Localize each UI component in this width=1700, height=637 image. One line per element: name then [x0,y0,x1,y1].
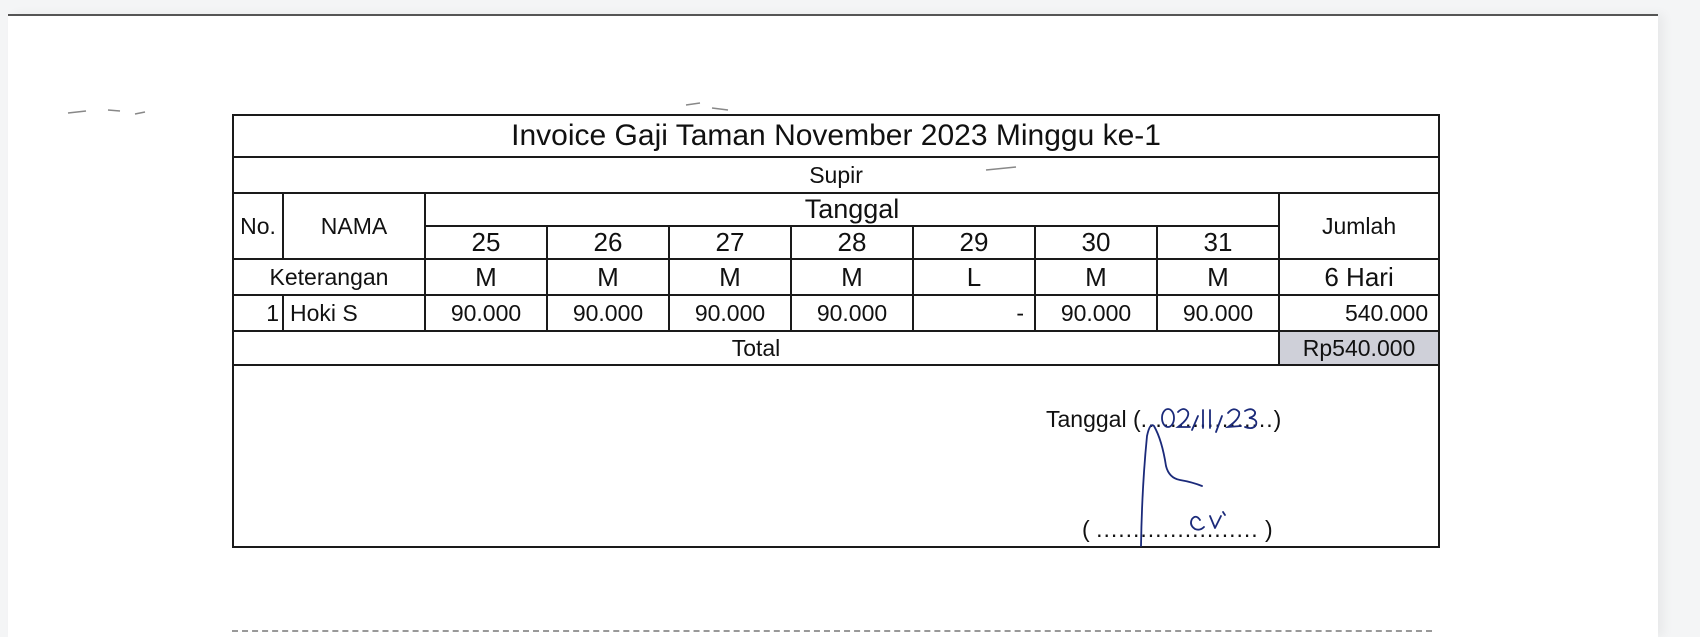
header-nama: NAMA [283,193,425,259]
row-number: 1 [234,295,283,331]
keterangan-code: L [913,259,1035,295]
total-label: Total [234,331,1279,365]
keterangan-code: M [425,259,547,295]
wage-cell: 90.000 [669,295,791,331]
row-jumlah: 540.000 [1279,295,1438,331]
role-label: Supir [234,157,1438,193]
table-row [234,295,1438,331]
row-name: Hoki S [283,295,425,331]
invoice-grid [234,116,1438,366]
signature-area [234,366,1438,542]
name-close: ) [1265,516,1273,542]
keterangan-label: Keterangan [234,259,425,295]
date-cell: 31 [1157,226,1279,259]
date-suffix: ) [1273,406,1282,432]
keterangan-total: 6 Hari [1279,259,1438,295]
header-no: No. [234,193,283,259]
total-value: Rp540.000 [1279,331,1438,365]
wage-cell: 90.000 [425,295,547,331]
invoice-table [232,114,1440,548]
date-cell: 27 [669,226,791,259]
keterangan-code: M [791,259,913,295]
invoice-title: Invoice Gaji Taman November 2023 Minggu ke-1 [234,116,1438,157]
signature-name-line [1082,516,1273,543]
wage-cell: 90.000 [1157,295,1279,331]
name-open: ( [1082,516,1090,542]
keterangan-code: M [547,259,669,295]
wage-cell: 90.000 [547,295,669,331]
date-cell: 26 [547,226,669,259]
date-prefix: Tanggal ( [1046,406,1141,432]
header-tanggal: Tanggal [425,193,1279,226]
keterangan-code: M [669,259,791,295]
date-cell: 29 [913,226,1035,259]
wage-cell: - [913,295,1035,331]
date-dots: .................. [1140,406,1274,432]
page-edge-rule [232,630,1432,632]
date-cell: 25 [425,226,547,259]
date-cell: 28 [791,226,913,259]
header-jumlah: Jumlah [1279,193,1438,259]
date-cell: 30 [1035,226,1157,259]
wage-cell: 90.000 [791,295,913,331]
name-dots: ...................... [1096,516,1259,542]
wage-cell: 90.000 [1035,295,1157,331]
keterangan-code: M [1035,259,1157,295]
keterangan-code: M [1157,259,1279,295]
signature-date [1046,406,1281,433]
